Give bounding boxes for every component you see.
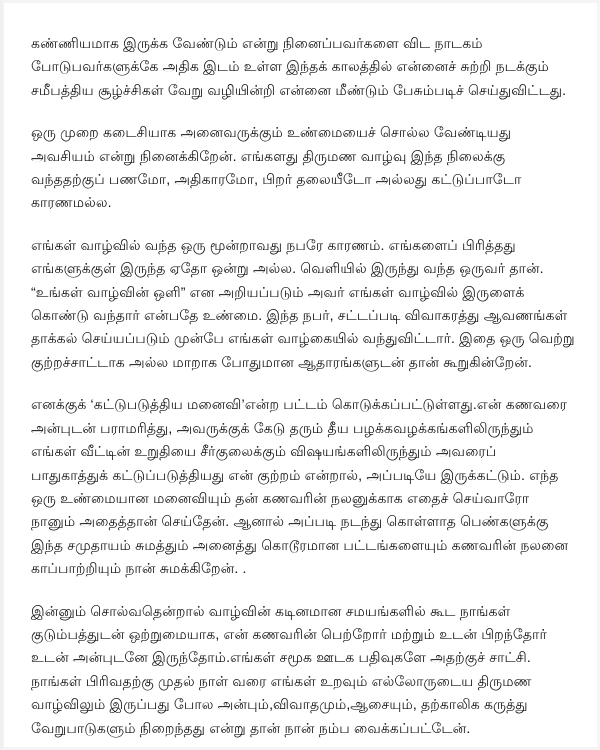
paragraph-3: எங்கள் வாழ்வில் வந்த ஒரு மூன்றாவது நபரே காரணம். எங்களைப் பிரித்தது எங்களுக்குள் இருந்த ஏதோ ஒன்று அல்ல. வெளியில் இருந்து வந்த ஒருவர் தான். “உங்கள் வாழ்வின் ஒளி” என அறியப்படும் அவர் எங்கள் வாழ்வில் இருளைக் கொண்டு வந்தார் என்பதே உண்மை. இந்த நபர், சட்டப்படி விவாகரத்து ஆவணங்கள் தாக்கல் செய்யப்படும் முன்பே எங்கள் வாழ்கையில் வந்துவிட்டார். இதை ஒரு வெற்று குற்றச்சாட்டாக அல்ல மாறாக போதுமான ஆதாரங்களுடன் தான் கூறுகின்றேன். (31, 236, 575, 370)
document-text-body (31, 32, 575, 740)
paragraph-2: ஒரு முறை கடைசியாக அனைவருக்கும் உண்மையைச் சொல்ல வேண்டியது அவசியம் என்று நினைக்கிறேன். எங்களது திருமண வாழ்வு இந்த நிலைக்கு வந்ததற்குப் பணமோ, அதிகாரமோ, பிறர் தலையீடோ அல்லது கட்டுப்பாடோ காரணமல்ல. (31, 124, 522, 211)
paragraph-4: எனக்குக் ‘கட்டுபடுத்திய மனைவி’என்ற பட்டம் கொடுக்கப்பட்டுள்ளது.என் கணவரை அன்புடன் பராமரித்து, அவருக்குக் கேடு தரும் தீய பழக்கவழக்கங்களிலிருந்தும் எங்கள் வீட்டின் உறுதியை சீர்குலைக்கும் விஷயங்களிலிருந்தும் அவரைப் பாதுகாத்துக் கட்டுப்படுத்தியது என் குற்றம் என்றால், அப்படியே இருக்கட்டும். எந்த ஒரு உண்மையான மனைவியும் தன் கணவரின் நலனுக்காக எதைச் செய்வாரோ நானும் அதைத்தான் செய்தேன். ஆனால் அப்படி நடந்து கொள்ளாத பெண்களுக்கு இந்த சமுதாயம் சுமத்தும் அனைத்து கொடூரமான பட்டங்களையும் கணவரின் நலனை காப்பாற்றியும் நான் சுமக்கிறேன். . (31, 396, 569, 577)
paragraph-1: கண்ணியமாக இருக்க வேண்டும் என்று நினைப்பவர்களை விட நாடகம் போடுபவர்களுக்கே அதிக இடம் உள்ள இந்தக் காலத்தில் என்னைச் சுற்றி நடக்கும் சமீபத்திய சூழ்ச்சிகள் வேறு வழியின்றி என்னை மீண்டும் பேசும்படிச் செய்துவிட்டது. (31, 35, 567, 98)
paragraph-5: இன்னும் சொல்வதென்றால் வாழ்வின் கடினமான சமயங்களில் கூட நாங்கள் குடும்பத்துடன் ஒற்றுமையாக, என் கணவரின் பெற்றோர் மற்றும் உடன் பிறந்தோர் உடன் அன்புடனே இருந்தோம்.எங்கள் சமூக ஊடக பதிவுகளே அதற்குச் சாட்சி. நாங்கள் பிரிவதற்கு முதல் நாள் வரை எங்கள் உறவும் எல்லோருடைய திருமண வாழ்விலும் இருப்பது போல அன்பும்,விவாதமும்,ஆசையும், தற்காலிக கருத்து வேறுபாடுகளும் நிறைந்தது என்று தான் நான் நம்ப வைக்கப்பட்டேன். (31, 602, 547, 736)
